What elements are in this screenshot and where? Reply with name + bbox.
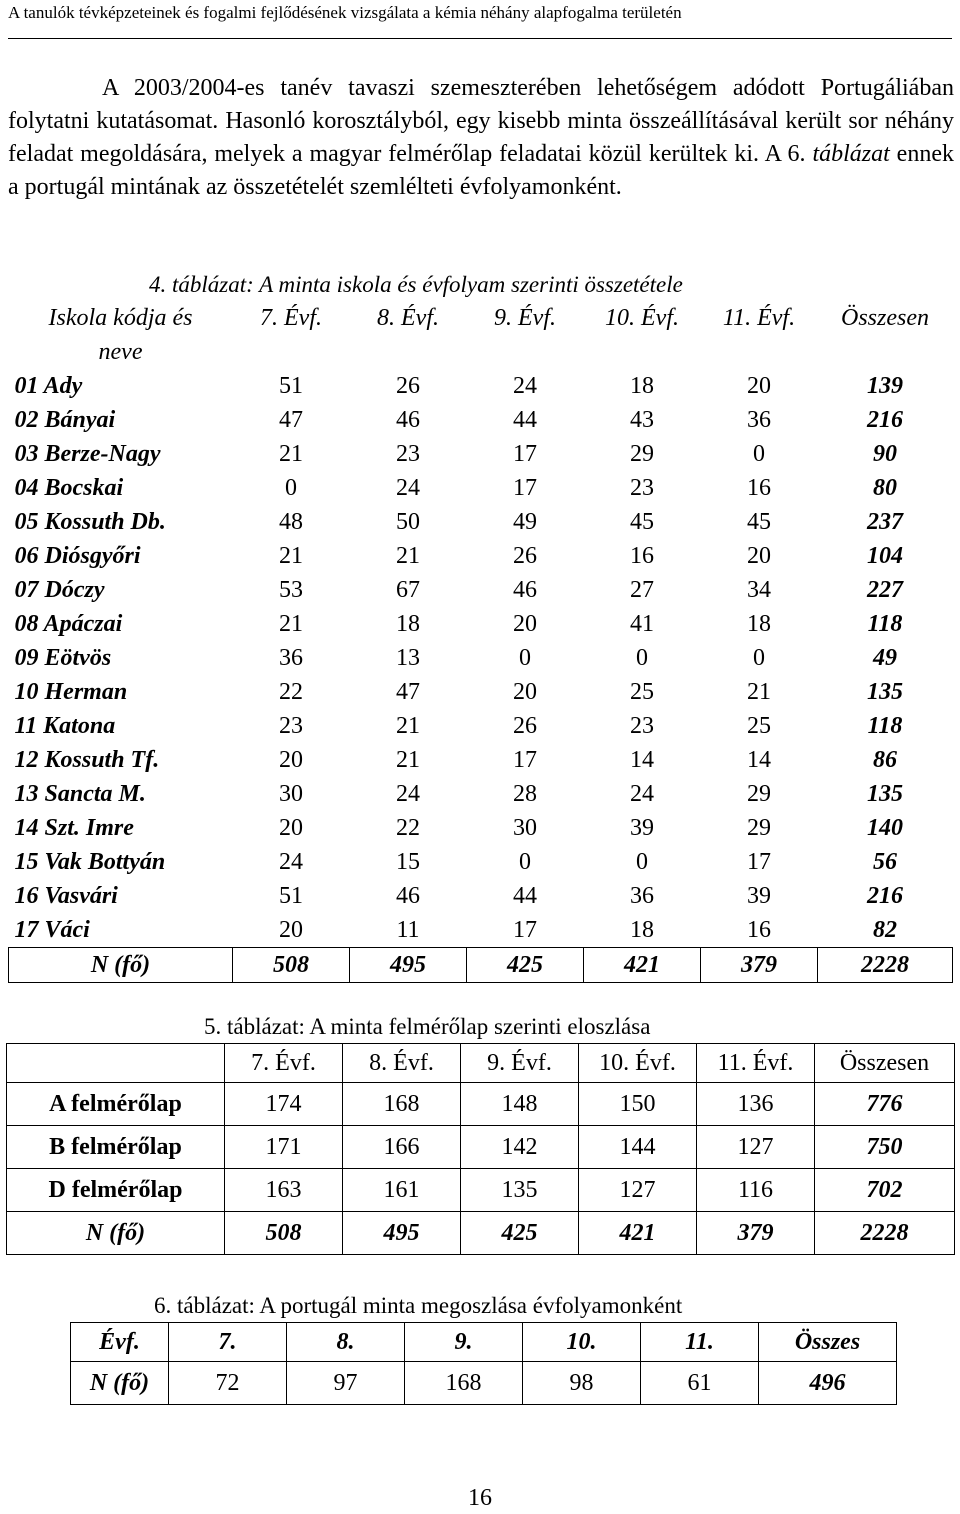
table4-row-label: 07 Dóczy [14,577,105,603]
table5-header-corner [7,1044,225,1083]
table6-cell: 97 [287,1362,405,1405]
table4-header-cell: 11. Évf. [722,305,796,331]
table4-cell: 0 [636,645,648,671]
table4-cell: 0 [519,849,531,875]
table4-cell: 46 [513,577,537,603]
paragraph-italic: táblázat [812,141,890,167]
table5-cell: 144 [579,1126,697,1169]
table4-row-total: 86 [873,747,897,773]
table5-sum-cell: 425 [461,1212,579,1255]
table4-cell: 51 [279,883,303,909]
table5-cell: 127 [579,1169,697,1212]
table4-cell: 17 [513,747,537,773]
table5-header-cell: 8. Évf. [343,1044,461,1083]
table5-row-total: 776 [815,1083,955,1126]
table4-sum-cell: 421 [584,948,701,983]
table4-row-label: 15 Vak Bottyán [14,849,166,875]
table4-row-total: 216 [867,883,903,909]
table4-cell: 20 [513,611,537,637]
table4-cell: 17 [747,849,771,875]
paragraph-text-end: ennek a portugál mintának az összetételét szemlélteti évfolyamonként. [8,141,954,200]
table4-cell: 22 [396,815,420,841]
running-head: A tanulók tévképzeteinek és fogalmi fejlődésének vizsgálata a kémia néhány alapfogalma területén [8,2,952,39]
table4-cell: 67 [396,577,420,603]
table6-header-cell: 7. [169,1323,287,1362]
table5-cell: 174 [225,1083,343,1126]
table4-row [9,369,953,403]
table4-header-name [9,301,233,369]
table4-row-total: 237 [867,509,903,535]
table4-row [9,437,953,471]
table5-row-label: A felmérőlap [7,1083,225,1126]
table4-cell: 14 [747,747,771,773]
table4-cell: 24 [396,781,420,807]
table5-row [7,1083,955,1126]
table4-header-name-line2: neve [98,339,143,365]
table4-cell: 15 [396,849,420,875]
table4-cell: 29 [630,441,654,467]
table6-cell: 72 [169,1362,287,1405]
table5-sum-label: N (fő) [7,1212,225,1255]
table4-row-total: 135 [867,679,903,705]
table4-cell: 22 [279,679,303,705]
table4-row-total: 227 [867,577,903,603]
table4-cell: 26 [396,373,420,399]
table4-row-label: 01 Ady [14,373,83,399]
table6-header-cell: 10. [523,1323,641,1362]
table4-cell: 25 [747,713,771,739]
paragraph-text: A 2003/2004-es tanév tavaszi szemeszterében lehetőségem adódott Portugáliában folytatni kutatásomat. Hasonló korosztályból, egy kisebb minta összeállításával került sor néhány feladat megoldására, melyek a magyar felmérőlap feladatai közül kerültek ki. A 6. [8,75,954,167]
table4-cell: 0 [753,441,765,467]
table4-row [9,539,953,573]
table6-cell: 98 [523,1362,641,1405]
table4-cell: 24 [396,475,420,501]
table4-cell: 20 [747,373,771,399]
table4-cell: 0 [636,849,648,875]
table5-cell: 127 [697,1126,815,1169]
table4-row-label: 08 Apáczai [14,611,123,637]
table4-row-label: 14 Szt. Imre [14,815,134,841]
table4-cell: 16 [747,475,771,501]
table5-cell: 163 [225,1169,343,1212]
table5-sum-total: 2228 [815,1212,955,1255]
table4-cell: 26 [513,713,537,739]
table5-sum-row [7,1212,955,1255]
table4-cell: 44 [513,407,537,433]
table4-cell: 18 [747,611,771,637]
table4-row-total: 140 [867,815,903,841]
table4-sum-cell: 495 [350,948,467,983]
table4-row [9,743,953,777]
table4-cell: 44 [513,883,537,909]
table4-header-cell: 10. Évf. [605,305,679,331]
table6-header-cell: Évf. [71,1323,169,1362]
table5-row [7,1169,955,1212]
table4-header-row [9,301,953,335]
table4-row [9,675,953,709]
table4-row [9,913,953,948]
table5-cell: 148 [461,1083,579,1126]
table4-cell: 43 [630,407,654,433]
table6-row-label: N (fő) [71,1362,169,1405]
table5-cell: 116 [697,1169,815,1212]
page-number: 16 [468,1485,492,1511]
table6-header-cell: 9. [405,1323,523,1362]
table4-row-label: 03 Berze-Nagy [14,441,161,467]
table4-cell: 50 [396,509,420,535]
table4-row-total: 216 [867,407,903,433]
table4-cell: 21 [279,611,303,637]
table6-header-cell: Összes [759,1323,897,1362]
table5-header-cell: 11. Évf. [697,1044,815,1083]
table4-cell: 46 [396,407,420,433]
table5-cell: 136 [697,1083,815,1126]
table4-row-total: 82 [873,917,897,943]
table6-data-row [71,1362,897,1405]
table5-sum-cell: 508 [225,1212,343,1255]
table4-cell: 39 [747,883,771,909]
table4-cell: 0 [519,645,531,671]
table5-caption [204,1013,650,1041]
table4-cell: 0 [285,475,297,501]
table4-cell: 30 [279,781,303,807]
table5-sum-cell: 495 [343,1212,461,1255]
table5-cell: 171 [225,1126,343,1169]
table4-row [9,777,953,811]
table4-sum-cell: 508 [233,948,350,983]
table4-row-label: 13 Sancta M. [14,781,146,807]
table6-cell: 168 [405,1362,523,1405]
table5-cell: 168 [343,1083,461,1126]
table4-cell: 39 [630,815,654,841]
table4-cell: 20 [279,917,303,943]
table4-cell: 47 [396,679,420,705]
table4-row-total: 56 [873,849,897,875]
table4-cell: 23 [279,713,303,739]
table4-header-cell: 7. Évf. [260,305,322,331]
table4-cell: 25 [630,679,654,705]
table6-caption [154,1292,682,1320]
table5-cell: 142 [461,1126,579,1169]
table4-row-label: 11 Katona [14,713,116,739]
table4-row-label: 09 Eötvös [14,645,112,671]
table4-cell: 20 [513,679,537,705]
table6-cell: 61 [641,1362,759,1405]
table4-cell: 41 [630,611,654,637]
table4-cell: 23 [630,713,654,739]
table4-row-label: 06 Diósgyőri [14,543,141,569]
table4-cell: 18 [630,373,654,399]
body-paragraph [8,72,954,204]
table4-cell: 20 [279,815,303,841]
table4-row-label: 17 Váci [14,917,90,943]
table4-cell: 16 [630,543,654,569]
table4-cell: 27 [630,577,654,603]
table4-row [9,811,953,845]
table4-header-cell: Összesen [841,305,929,331]
table4-sum-total: 2228 [818,948,953,983]
table4-row-label: 12 Kossuth Tf. [14,747,160,773]
table4-cell: 16 [747,917,771,943]
table5-caption-text: 5. táblázat: A minta felmérőlap szerinti eloszlása [204,1014,651,1039]
table4-sum-label: N (fő) [9,948,233,983]
table4-cell: 29 [747,781,771,807]
table4-sum-cell: 425 [467,948,584,983]
table4-cell: 49 [513,509,537,535]
table6 [70,1322,897,1405]
table4-cell: 24 [630,781,654,807]
table4-cell: 24 [513,373,537,399]
table5-row-total: 702 [815,1169,955,1212]
table4-row-total: 80 [873,475,897,501]
table4-caption: 4. táblázat: A minta iskola és évfolyam szerinti összetétele [149,272,683,297]
table4-row-total: 139 [867,373,903,399]
table4-cell: 13 [396,645,420,671]
table4-row [9,471,953,505]
table5-header-cell: 10. Évf. [579,1044,697,1083]
table4-cell: 28 [513,781,537,807]
table6-header-cell: 11. [641,1323,759,1362]
table5-header-cell: Összesen [815,1044,955,1083]
table4-cell: 48 [279,509,303,535]
table4-cell: 21 [279,441,303,467]
table4-cell: 29 [747,815,771,841]
table4-row-total: 118 [867,611,903,637]
table5-cell: 150 [579,1083,697,1126]
table4-sum-cell: 379 [701,948,818,983]
table4-header-cell: 8. Évf. [377,305,439,331]
table4-cell: 21 [747,679,771,705]
table4-row [9,403,953,437]
table6-total: 496 [759,1362,897,1405]
table4 [8,301,953,983]
table5-sum-cell: 379 [697,1212,815,1255]
table4-cell: 47 [279,407,303,433]
table4-row [9,505,953,539]
table4-cell: 18 [630,917,654,943]
table4-cell: 23 [396,441,420,467]
table5-header-cell: 7. Évf. [225,1044,343,1083]
table4-cell: 26 [513,543,537,569]
table4-row-label: 04 Bocskai [14,475,124,501]
table4-row [9,607,953,641]
table4-cell: 21 [396,543,420,569]
table4-cell: 18 [396,611,420,637]
table4-header-cell: 9. Évf. [494,305,556,331]
table4-cell: 21 [396,747,420,773]
table5-cell: 161 [343,1169,461,1212]
table5-row-total: 750 [815,1126,955,1169]
table4-cell: 36 [747,407,771,433]
table4-cell: 45 [630,509,654,535]
table4-cell: 34 [747,577,771,603]
table4-cell: 17 [513,917,537,943]
table4-cell: 36 [630,883,654,909]
table4-cell: 45 [747,509,771,535]
table4-cell: 24 [279,849,303,875]
table4-sum-row [9,948,953,983]
table5 [6,1043,955,1255]
table4-row-total: 135 [867,781,903,807]
table5-row-label: B felmérőlap [7,1126,225,1169]
table4-cell: 0 [753,645,765,671]
table4-row [9,845,953,879]
table4-cell: 14 [630,747,654,773]
table5-header-cell: 9. Évf. [461,1044,579,1083]
table6-header-cell: 8. [287,1323,405,1362]
table4-row-total: 49 [873,645,897,671]
table4-cell: 20 [747,543,771,569]
table4-cell: 17 [513,475,537,501]
table4-cell: 20 [279,747,303,773]
table5-row [7,1126,955,1169]
table5-cell: 166 [343,1126,461,1169]
table4-row [9,641,953,675]
table4-row-label: 16 Vasvári [14,883,118,909]
table4-row-label: 02 Bányai [14,407,116,433]
table5-cell: 135 [461,1169,579,1212]
table4-row-label: 10 Herman [14,679,128,705]
table6-caption-text: 6. táblázat: A portugál minta megoszlása évfolyamonként [154,1293,683,1318]
table4-cell: 36 [279,645,303,671]
table4-cell: 11 [396,917,420,943]
table4-cell: 21 [279,543,303,569]
table5-row-label: D felmérőlap [7,1169,225,1212]
table4-row-total: 104 [867,543,903,569]
table4-cell: 53 [279,577,303,603]
table4-cell: 21 [396,713,420,739]
table4-row [9,879,953,913]
table4-cell: 46 [396,883,420,909]
table4-row-total: 118 [867,713,903,739]
table4-row-total: 90 [873,441,897,467]
table4-row [9,709,953,743]
table4-row [9,573,953,607]
table6-header-row [71,1323,897,1362]
table5-sum-cell: 421 [579,1212,697,1255]
table4-header-name-line1: Iskola kódja és [48,305,193,331]
table4-cell: 30 [513,815,537,841]
table4-cell: 51 [279,373,303,399]
table5-header-row [7,1044,955,1083]
table4-row-label: 05 Kossuth Db. [14,509,166,535]
table4-cell: 17 [513,441,537,467]
table4-cell: 23 [630,475,654,501]
